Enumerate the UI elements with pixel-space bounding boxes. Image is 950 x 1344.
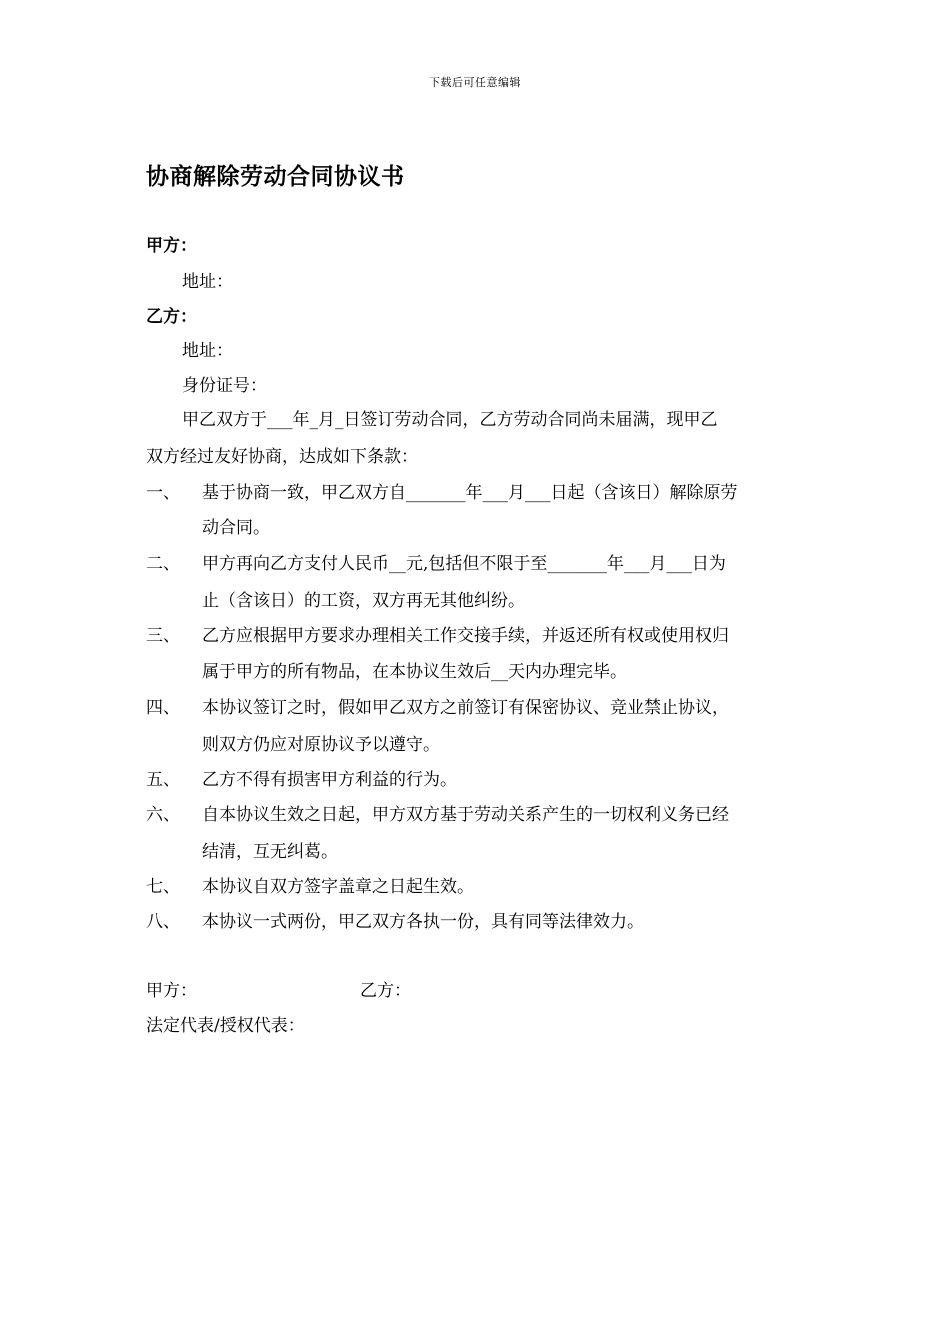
party-b-label: 乙方：	[146, 307, 197, 327]
signature-party-a-label: 甲方：	[146, 981, 197, 1001]
party-b-id-label: 身份证号：	[182, 376, 267, 396]
party-a-label: 甲方：	[146, 236, 197, 256]
party-a-address-label: 地址：	[182, 272, 233, 292]
clause-text: 基于协商一致，甲乙双方自_______年___月___日起（含该日）解除原劳	[202, 483, 738, 503]
signature-representative-label: 法定代表/授权代表：	[146, 1016, 305, 1036]
clause-text: 自本协议生效之日起，甲方双方基于劳动关系产生的一切权利义务已经	[202, 805, 729, 825]
signature-party-b-label: 乙方：	[360, 981, 411, 1001]
clause-text: 乙方应根据甲方要求办理相关工作交接手续，并返还所有权或使用权归	[202, 626, 729, 646]
preamble-line-2: 双方经过友好协商，达成如下条款：	[146, 447, 418, 467]
clause-text: 甲方再向乙方支付人民币__元,包括但不限于至_______年___月___日为	[202, 554, 726, 574]
clause-number: 四、	[146, 698, 180, 718]
clause-text: 结清，互无纠葛。	[202, 842, 338, 862]
clause-number: 七、	[146, 877, 180, 897]
clause-number: 一、	[146, 483, 180, 503]
clause-number: 六、	[146, 805, 180, 825]
clause-text: 动合同。	[202, 518, 270, 538]
clause-text: 本协议一式两份，甲乙双方各执一份，具有同等法律效力。	[202, 912, 644, 932]
clause-text: 乙方不得有损害甲方利益的行为。	[202, 770, 457, 790]
clause-text: 则双方仍应对原协议予以遵守。	[202, 735, 440, 755]
document-title: 协商解除劳动合同协议书	[146, 164, 405, 190]
party-b-address-label: 地址：	[182, 341, 233, 361]
clause-text: 本协议自双方签字盖章之日起生效。	[202, 877, 474, 897]
clause-number: 二、	[146, 554, 180, 574]
preamble-line-1: 甲乙双方于___年_月_日签订劳动合同，乙方劳动合同尚未届满，现甲乙	[182, 410, 718, 430]
header-note: 下载后可任意编辑	[429, 76, 521, 89]
clause-number: 五、	[146, 770, 180, 790]
clause-number: 三、	[146, 626, 180, 646]
clause-text: 止（含该日）的工资，双方再无其他纠纷。	[202, 591, 525, 611]
clause-text: 本协议签订之时，假如甲乙双方之前签订有保密协议、竞业禁止协议，	[202, 698, 729, 718]
clause-number: 八、	[146, 912, 180, 932]
clause-text: 属于甲方的所有物品，在本协议生效后__天内办理完毕。	[202, 662, 627, 682]
